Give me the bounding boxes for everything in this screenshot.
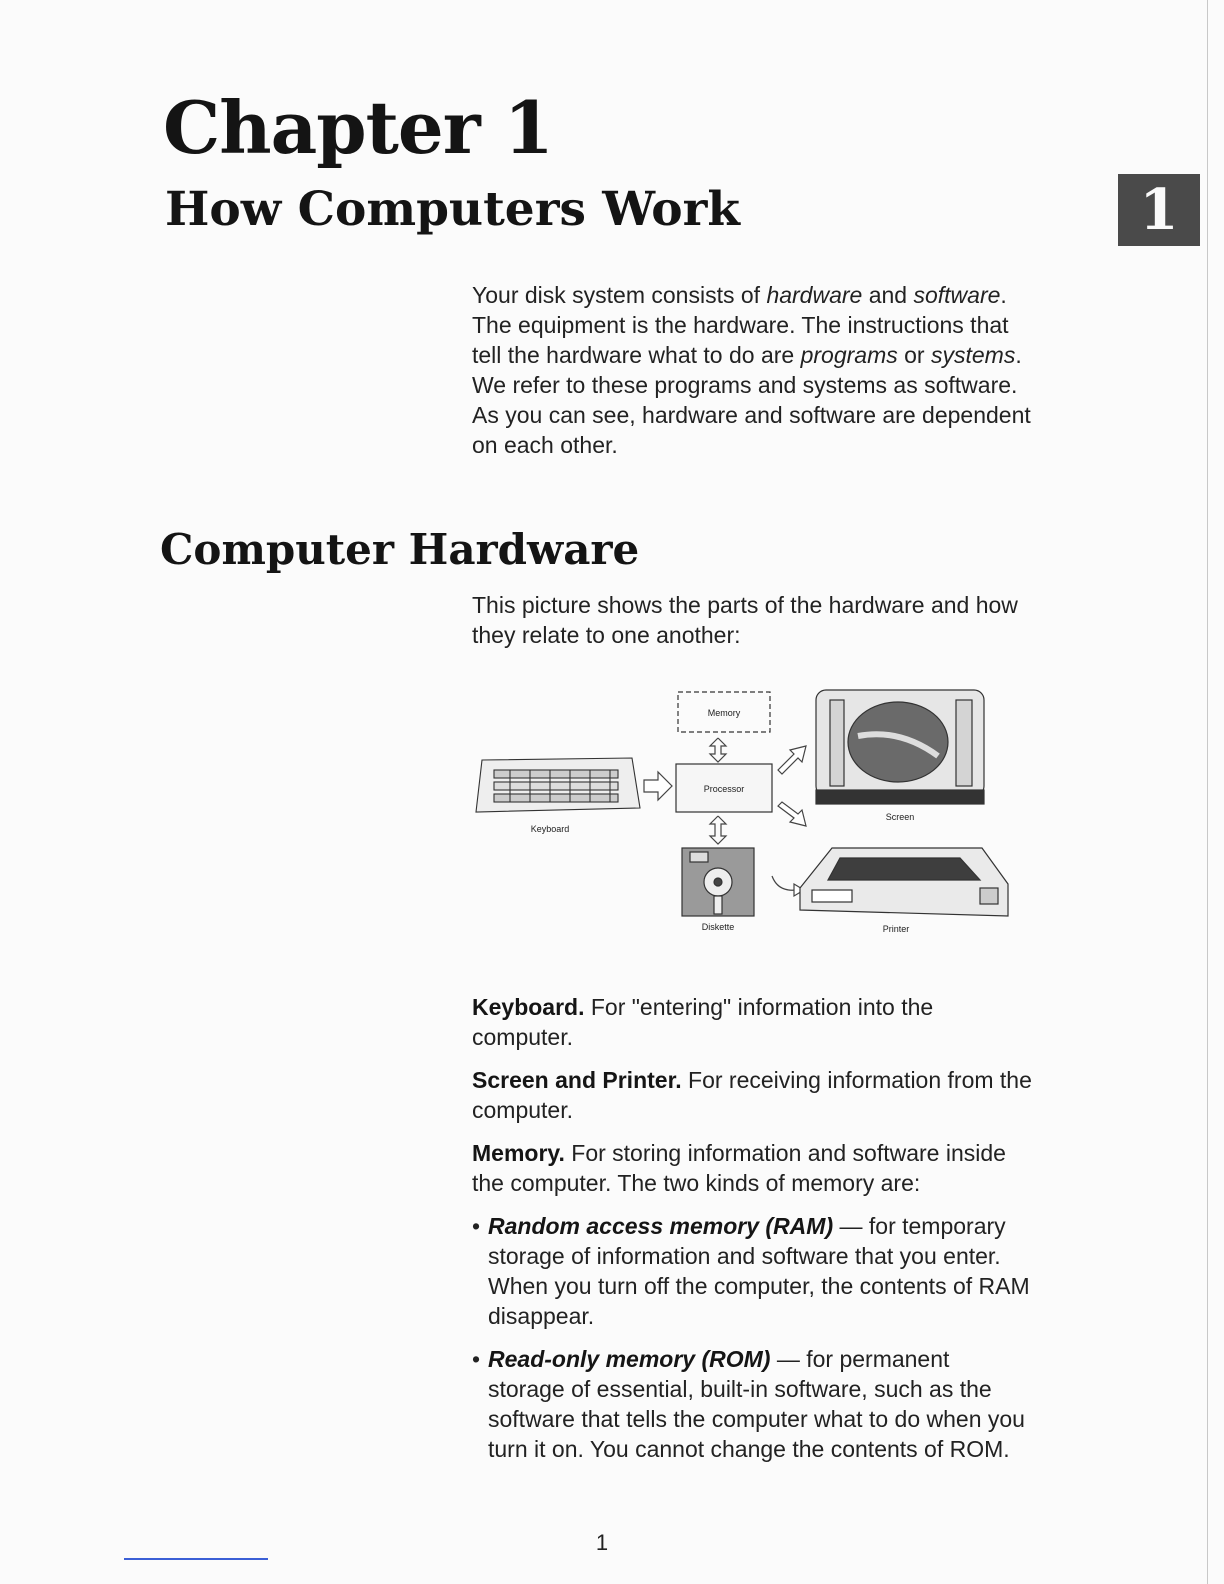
definition-memory [472,1138,1032,1198]
definition-text: For storing information and software inside the computer. The two kinds of memory are: [472,1140,1006,1196]
diskette-label: Diskette [701,922,735,932]
chapter-subtitle: How Computers Work [165,182,740,237]
bullet-mark: • [472,1346,481,1372]
bullet-body [488,1344,1032,1464]
screen-illustration [816,690,984,804]
intro-emphasis: programs [800,342,898,368]
bullet-body [488,1211,1032,1331]
definition-text: For "entering" information into the computer. [472,994,934,1050]
bullet-mark: • [472,1213,481,1239]
printer-illustration [800,848,1008,916]
intro-emphasis: systems [930,342,1016,368]
intro-text: or [897,342,931,368]
processor-diskette-arrow [710,816,726,844]
keyboard-illustration [476,758,640,812]
bullet-ram [472,1211,1032,1331]
definition-keyboard [472,992,1032,1052]
definitions-block [472,992,1032,1477]
bullet-text: — for temporary storage of information and software that you enter. When you turn off the computer, the contents of RAM disappear. [488,1213,1030,1329]
memory-label: Memory [707,708,741,718]
bullet-text: — for permanent storage of essential, built-in software, such as the software that tells the computer what to do when you turn it on. You cannot change the contents of ROM. [488,1346,1025,1462]
definition-term: Memory. [472,1140,565,1166]
bullet-rom [472,1344,1032,1464]
page-number: 1 [595,1530,609,1555]
picture-caption: This picture shows the parts of the hardware and how they relate to one another: [472,592,1018,648]
intro-text: . We refer to these programs and systems as software. As you can see, hardware and software are dependent on each other. [472,342,1031,458]
intro-paragraph [472,280,1032,460]
diskette-illustration [682,848,754,916]
memory-processor-arrow [710,738,726,762]
bullet-term: Read-only memory (ROM) [488,1346,771,1372]
page-right-edge [1207,0,1208,1584]
printer-label: Printer [882,924,910,934]
section-heading: Computer Hardware [160,525,640,574]
processor-screen-arrow [778,746,806,826]
intro-text: and [862,282,914,308]
footnote-rule [124,1558,268,1560]
bullet-term: Random access memory (RAM) [488,1213,834,1239]
screen-label: Screen [885,812,915,822]
chapter-tab: 1 [1118,174,1200,246]
intro-emphasis: hardware [766,282,863,308]
keyboard-processor-arrow [644,772,672,800]
processor-label: Processor [703,784,745,794]
processor-printer-arrow [772,876,804,896]
keyboard-label: Keyboard [530,824,570,834]
intro-text: Your disk system consists of [472,282,767,308]
definition-screen-printer [472,1065,1032,1125]
chapter-title: Chapter 1 [163,85,553,170]
hardware-diagram [460,684,1020,944]
definition-term: Screen and Printer. [472,1067,682,1093]
definition-term: Keyboard. [472,994,585,1020]
intro-text: . The equipment is the hardware. The instructions that tell the hardware what to do are [472,282,1009,368]
intro-emphasis: software [913,282,1001,308]
definition-text: For receiving information from the computer. [472,1067,1032,1123]
